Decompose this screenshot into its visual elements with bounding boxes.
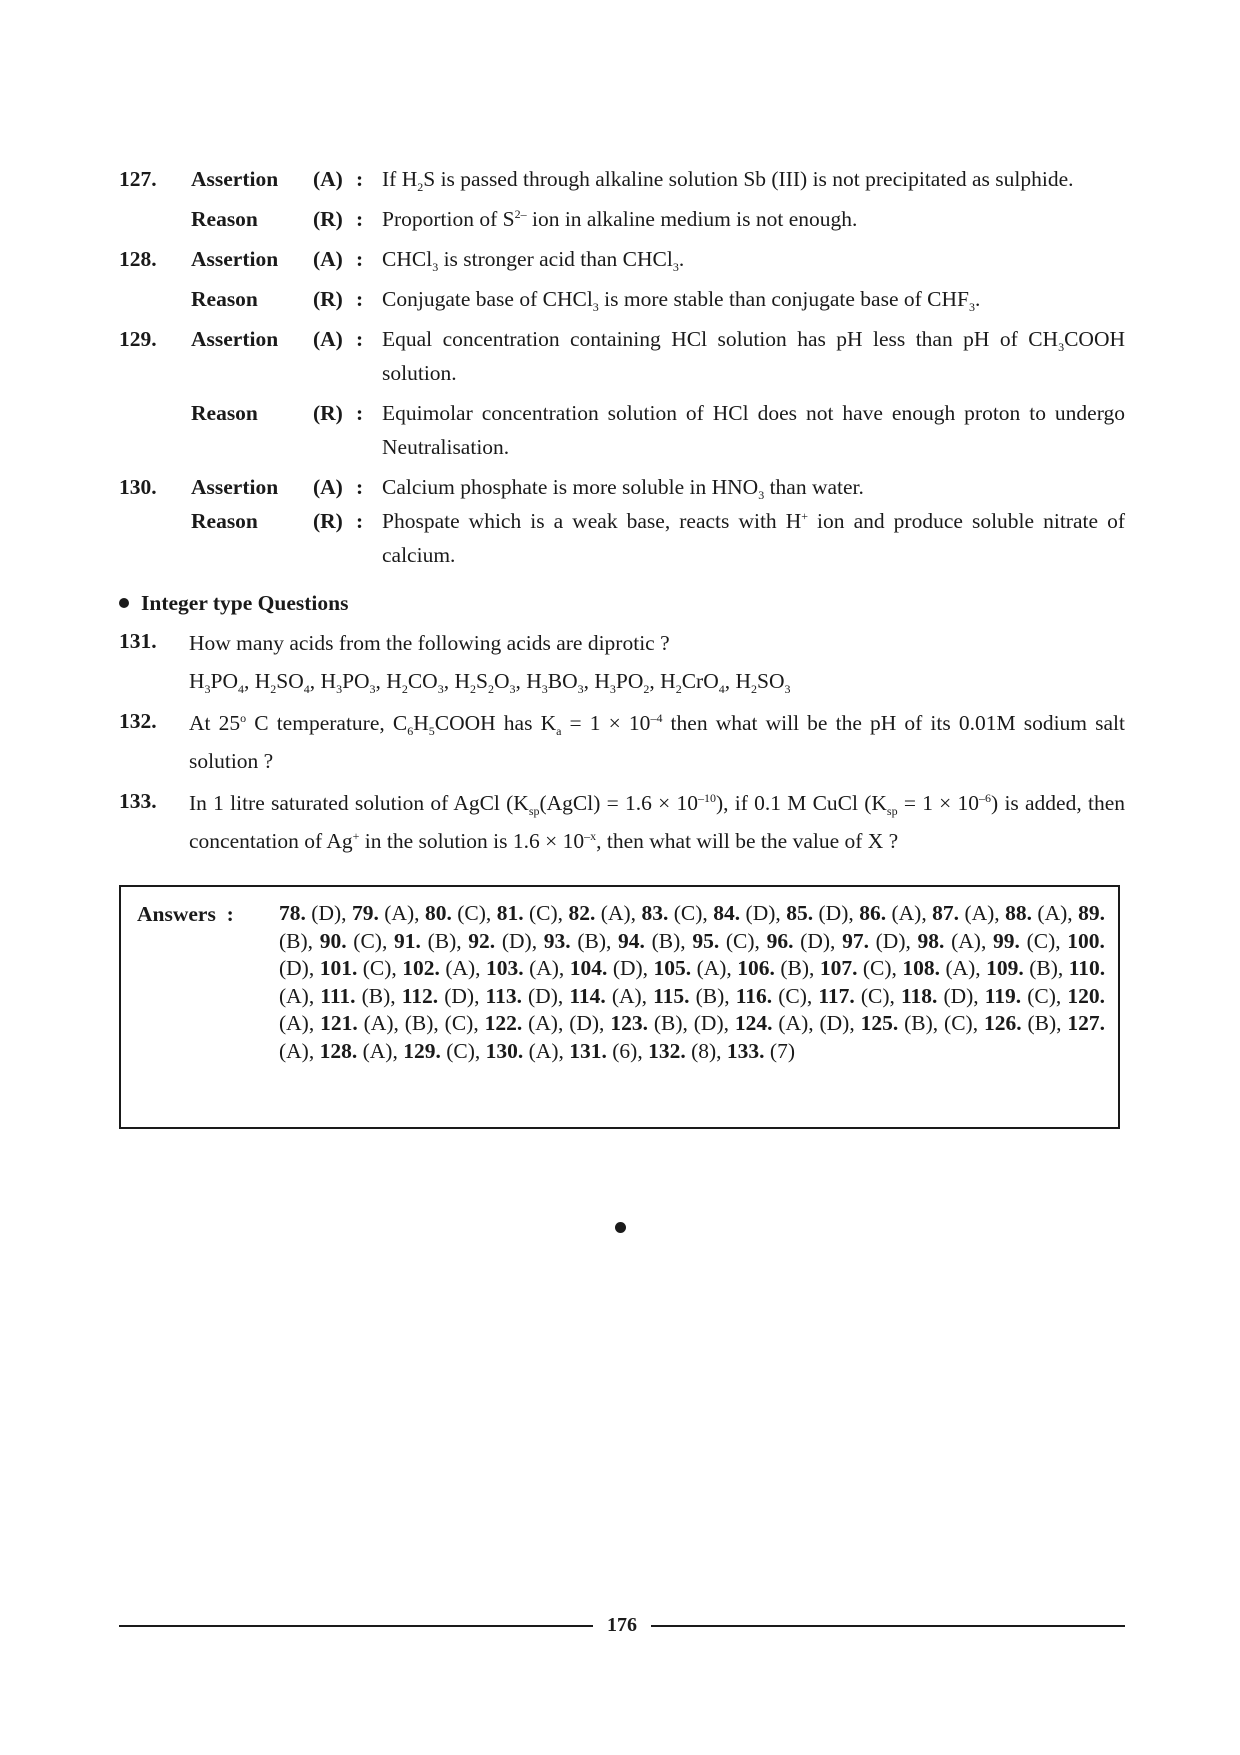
answer-value: (A),: [605, 983, 648, 1008]
answer-item: [569, 901, 637, 925]
answer-number: 124.: [734, 1011, 773, 1036]
answer-value: (B), (C),: [898, 1011, 979, 1036]
question-130-reason: [119, 504, 1125, 572]
answer-number: 85.: [786, 901, 814, 925]
question-127-assertion: [119, 162, 1125, 196]
answer-number: 112.: [401, 983, 439, 1008]
answer-item: [986, 956, 1063, 980]
question-132: [119, 704, 1125, 780]
answer-value: (B), (D),: [647, 1011, 729, 1036]
reason-code: (R): [313, 287, 343, 311]
answer-item: [820, 956, 897, 980]
answer-number: 79.: [351, 901, 379, 925]
answer-item: [641, 901, 707, 925]
answer-number: 103.: [486, 956, 524, 981]
answer-number: 108.: [902, 956, 940, 981]
answer-item: [932, 901, 1000, 925]
answer-item: [861, 1011, 978, 1035]
answer-value: (D),: [937, 983, 979, 1008]
answer-item: [648, 1039, 721, 1063]
answer-value: (B),: [644, 928, 686, 953]
reason-text: Proportion of $S^{2-}$ ion in alkaline medium is not enough.: [382, 207, 858, 231]
reason-text: Phospate which is a weak base, reacts with H+ ion and produce soluble nitrate of calcium.: [382, 509, 1125, 567]
question-128-assertion: [119, 242, 1125, 276]
answer-item: [544, 929, 612, 953]
answer-item: [737, 956, 814, 980]
answer-value: (D),: [740, 901, 781, 925]
answer-number: 127.: [1067, 1011, 1106, 1036]
answer-item: [570, 956, 648, 980]
assertion-text: If $H_2S$ is passed through alkaline solution Sb (III) is not precipitated as sulphide.: [382, 167, 1074, 194]
answer-value: (B),: [279, 928, 314, 953]
answer-item: [618, 929, 686, 953]
answer-item: [993, 929, 1061, 953]
answer-number: 96.: [766, 928, 794, 953]
answer-value: (A),: [279, 1011, 315, 1036]
answer-number: 131.: [569, 1038, 607, 1063]
answer-number: 84.: [713, 901, 741, 925]
answer-number: 117.: [818, 983, 855, 1008]
question-129-assertion: [119, 322, 1125, 390]
answer-number: 95.: [692, 928, 720, 953]
answer-value: (A),: [523, 956, 565, 981]
answer-value: (D),: [521, 983, 564, 1008]
answer-item: [320, 929, 388, 953]
answer-number: 81.: [496, 901, 524, 925]
answer-item: [818, 984, 895, 1008]
answer-value: (B),: [689, 983, 730, 1008]
reason-text: Equimolar concentration solution of HCl does not have enough proton to undergo Neutralisation.: [382, 401, 1125, 459]
answer-number: 125.: [860, 1011, 899, 1036]
answer-item: [901, 984, 979, 1008]
answer-item: [918, 929, 987, 953]
assertion-text: Calcium phosphate is more soluble in $HNO_3$ than water.: [382, 475, 864, 502]
answer-item: [486, 956, 564, 980]
answer-number: 102.: [402, 956, 440, 981]
answer-value: (A), (D),: [772, 1011, 855, 1036]
question-text: How many acids from the following acids are diprotic ? $H_3PO_4$, $H_2SO_4$, $H_3PO_3$, $H_2CO_3$, $H_2S_2O_3$, $H_3BO_3$, $H_3PO_2$, $H_2CrO_4$, $H_2SO_3$: [189, 624, 1125, 700]
answer-item: [692, 929, 760, 953]
reason-label: Reason: [191, 401, 258, 425]
answer-value: (D),: [438, 983, 480, 1008]
answer-item: [320, 1011, 479, 1035]
answer-value: (D),: [793, 928, 836, 953]
answer-item: [1005, 901, 1073, 925]
answer-value: (B),: [1021, 1011, 1062, 1036]
answer-number: 88.: [1005, 901, 1032, 925]
answer-number: 92.: [468, 928, 496, 953]
colon: :: [356, 475, 364, 499]
answer-number: 113.: [485, 983, 522, 1008]
answer-item: [497, 901, 563, 925]
answer-number: 115.: [653, 983, 690, 1008]
answer-item: [486, 1039, 564, 1063]
answer-value: (A),: [523, 1038, 564, 1063]
answer-value: (A),: [959, 901, 1000, 925]
answer-number: 78.: [279, 901, 306, 925]
footer-rule-right: [651, 1625, 1125, 1627]
colon: :: [356, 167, 364, 191]
answer-number: 123.: [610, 1011, 648, 1036]
answer-number: 97.: [842, 928, 869, 953]
answer-number: 126.: [983, 1011, 1022, 1036]
answer-value: (C),: [346, 928, 388, 953]
answers-label: Answers :: [137, 902, 234, 926]
colon: :: [356, 287, 364, 311]
answer-number: 106.: [737, 956, 775, 981]
answer-value: (A),: [944, 928, 987, 953]
assertion-label: Assertion: [191, 327, 279, 351]
answer-item: [985, 984, 1062, 1008]
answer-value: (C),: [357, 956, 397, 981]
answers-box: [119, 885, 1120, 1129]
question-number: 131.: [119, 629, 157, 653]
answer-number: 90.: [319, 928, 347, 953]
answer-item: [653, 984, 730, 1008]
answer-item: [402, 956, 480, 980]
colon: :: [356, 247, 364, 271]
question-131: [119, 624, 1125, 700]
answer-item: [402, 984, 480, 1008]
answer-number: 128.: [319, 1038, 358, 1063]
answer-item: [394, 929, 462, 953]
assertion-label: Assertion: [191, 247, 279, 271]
answer-value: (C),: [772, 983, 813, 1008]
answer-value: (A),: [378, 901, 420, 925]
answer-value: (C),: [1021, 983, 1062, 1008]
answer-item: [403, 1039, 480, 1063]
answer-item: [736, 984, 813, 1008]
answer-item: [320, 1039, 398, 1063]
answer-number: 99.: [993, 928, 1020, 953]
reason-label: Reason: [191, 287, 258, 311]
answer-number: 80.: [424, 901, 452, 925]
answer-value: (C),: [668, 901, 708, 925]
assertion-text: Equal concentration containing HCl solution has pH less than pH of $CH_3COOH$ solution.: [382, 327, 1125, 385]
answer-value: (D),: [607, 956, 649, 981]
answer-value: (C),: [857, 956, 897, 981]
section-heading: [119, 586, 1125, 620]
answer-item: [767, 929, 836, 953]
answer-number: 87.: [932, 901, 960, 925]
colon: :: [356, 509, 364, 533]
answer-value: (A),: [357, 1038, 398, 1063]
answer-item: [727, 1039, 795, 1063]
answer-value: (B),: [774, 956, 815, 981]
answer-number: 104.: [569, 956, 608, 981]
reason-label: Reason: [191, 207, 258, 231]
answer-number: 116.: [735, 983, 773, 1008]
answer-value: (B),: [420, 928, 462, 953]
answer-item: [654, 956, 732, 980]
answer-value: (B),: [570, 928, 612, 953]
assertion-code: (A): [313, 167, 343, 191]
answer-value: (A),: [691, 956, 732, 981]
reason-text: Conjugate base of CHCl$_3$ is more stable than conjugate base of $CHF_3$.: [382, 287, 981, 314]
colon: :: [356, 327, 364, 351]
reason-code: (R): [313, 207, 343, 231]
answer-number: 133.: [726, 1038, 765, 1063]
page-number: 176: [607, 1614, 637, 1636]
answer-value: (B),: [1023, 956, 1064, 981]
answer-number: 91.: [394, 928, 421, 953]
colon: :: [356, 207, 364, 231]
answer-value: (C),: [854, 983, 895, 1008]
answer-value: (6),: [606, 1038, 643, 1063]
question-number: 129.: [119, 327, 157, 351]
reason-code: (R): [313, 401, 343, 425]
colon: :: [356, 401, 364, 425]
question-128-reason: [119, 282, 1125, 316]
page-footer: [119, 1610, 1125, 1640]
answer-value: (D),: [495, 928, 538, 953]
answer-number: 101.: [319, 956, 358, 981]
answer-item: [984, 1011, 1062, 1035]
answer-item: [485, 1011, 605, 1035]
reason-label: Reason: [191, 509, 258, 533]
assertion-code: (A): [313, 327, 343, 351]
assertion-code: (A): [313, 247, 343, 271]
question-number: 127.: [119, 167, 157, 191]
answer-item: [786, 901, 854, 925]
answer-item: [279, 901, 347, 925]
answer-value: (C),: [719, 928, 760, 953]
question-number: 133.: [119, 789, 157, 813]
answer-value: (A),: [439, 956, 481, 981]
reason-code: (R): [313, 509, 343, 533]
answer-number: 105.: [653, 956, 692, 981]
answer-number: 114.: [569, 983, 606, 1008]
question-133: [119, 784, 1125, 860]
answer-number: 100.: [1067, 928, 1105, 953]
answer-value: (A), (D),: [522, 1011, 605, 1036]
answer-number: 93.: [543, 928, 571, 953]
answer-item: [425, 901, 491, 925]
answer-number: 118.: [900, 983, 938, 1008]
answer-number: 109.: [986, 956, 1024, 981]
question-number: 128.: [119, 247, 157, 271]
question-content: [119, 162, 1125, 864]
end-bullet-icon: [615, 1222, 626, 1233]
answer-value: (D),: [868, 928, 911, 953]
answer-value: (D),: [305, 901, 347, 925]
answer-number: 120.: [1067, 983, 1105, 1008]
question-number: 130.: [119, 475, 157, 499]
answer-item: [842, 929, 911, 953]
question-text: At 25$^o$ C temperature, $C_6H_5COOH$ has $K_a = 1 \times 10^{-4}$ then what will be the pH of its 0.01M sodium salt solution ?: [189, 711, 1126, 773]
answer-value: (7): [764, 1038, 795, 1063]
answer-value: (A),: [886, 901, 927, 925]
answer-value: (C),: [451, 901, 492, 925]
answer-number: 111.: [320, 983, 356, 1008]
answer-item: [352, 901, 420, 925]
answer-item: [486, 984, 564, 1008]
answer-value: (A), (B), (C),: [357, 1011, 479, 1036]
answer-number: 129.: [403, 1038, 441, 1063]
answer-number: 83.: [641, 901, 669, 925]
answer-value: (B),: [355, 983, 396, 1008]
assertion-label: Assertion: [191, 167, 279, 191]
answer-value: (C),: [440, 1038, 481, 1063]
answer-value: (8),: [685, 1038, 722, 1063]
answer-number: 122.: [484, 1011, 523, 1036]
question-text: In 1 litre saturated solution of AgCl $(K_{sp}(AgCl) = 1.6 \times 10^{-10})$, if 0.1 M CuCl $(K_{sp} = 1 \times 10^{-6})$ is added, then concentation of Ag+ in the solution is $1.6 \times 10^{-x}$, then what will be the value of X ?: [189, 791, 1125, 853]
answer-number: 82.: [568, 901, 596, 925]
answer-item: [859, 901, 927, 925]
answer-number: 107.: [819, 956, 858, 981]
answer-number: 130.: [485, 1038, 524, 1063]
question-127-reason: [119, 202, 1125, 236]
answer-item: [468, 929, 537, 953]
answer-item: [569, 984, 647, 1008]
answer-item: [569, 1039, 642, 1063]
assertion-label: Assertion: [191, 475, 279, 499]
assertion-text: CHCl$_3$ is stronger acid than CHCl$_3$.: [382, 247, 685, 274]
answer-value: (D),: [813, 901, 854, 925]
answer-item: [610, 1011, 729, 1035]
answer-number: 132.: [648, 1038, 686, 1063]
answer-number: 94.: [618, 928, 645, 953]
answer-value: (A),: [1032, 901, 1073, 925]
answer-value: (A),: [279, 983, 315, 1008]
answer-value: (C),: [523, 901, 564, 925]
answer-number: 121.: [320, 1011, 358, 1036]
answer-value: (A),: [940, 956, 981, 981]
bullet-icon: [119, 598, 129, 608]
question-129-reason: [119, 396, 1125, 464]
section-title: Integer type Questions: [141, 591, 349, 615]
answer-item: [713, 901, 781, 925]
answers-list: [279, 900, 1105, 1066]
acid-formula-list: $H_3PO_4$, $H_2SO_4$, $H_3PO_3$, $H_2CO_3$, $H_2S_2O_3$, $H_3BO_3$, $H_3PO_2$, $H_2CrO_4$, $H_2SO_3$: [189, 669, 791, 696]
answer-item: [902, 956, 980, 980]
answer-value: (C),: [1019, 928, 1061, 953]
answer-number: 86.: [859, 901, 887, 925]
answer-number: 89.: [1078, 901, 1105, 925]
answer-item: [735, 1011, 855, 1035]
answer-item: [320, 956, 397, 980]
question-number: 132.: [119, 709, 157, 733]
answer-number: 119.: [984, 983, 1022, 1008]
answer-value: (A),: [279, 1038, 315, 1063]
answer-item: [320, 984, 395, 1008]
answer-number: 98.: [917, 928, 945, 953]
answer-number: 110.: [1068, 956, 1106, 981]
question-130-assertion: [119, 470, 1125, 504]
assertion-code: (A): [313, 475, 343, 499]
answer-value: (D),: [279, 956, 315, 981]
answer-value: (A),: [595, 901, 637, 925]
